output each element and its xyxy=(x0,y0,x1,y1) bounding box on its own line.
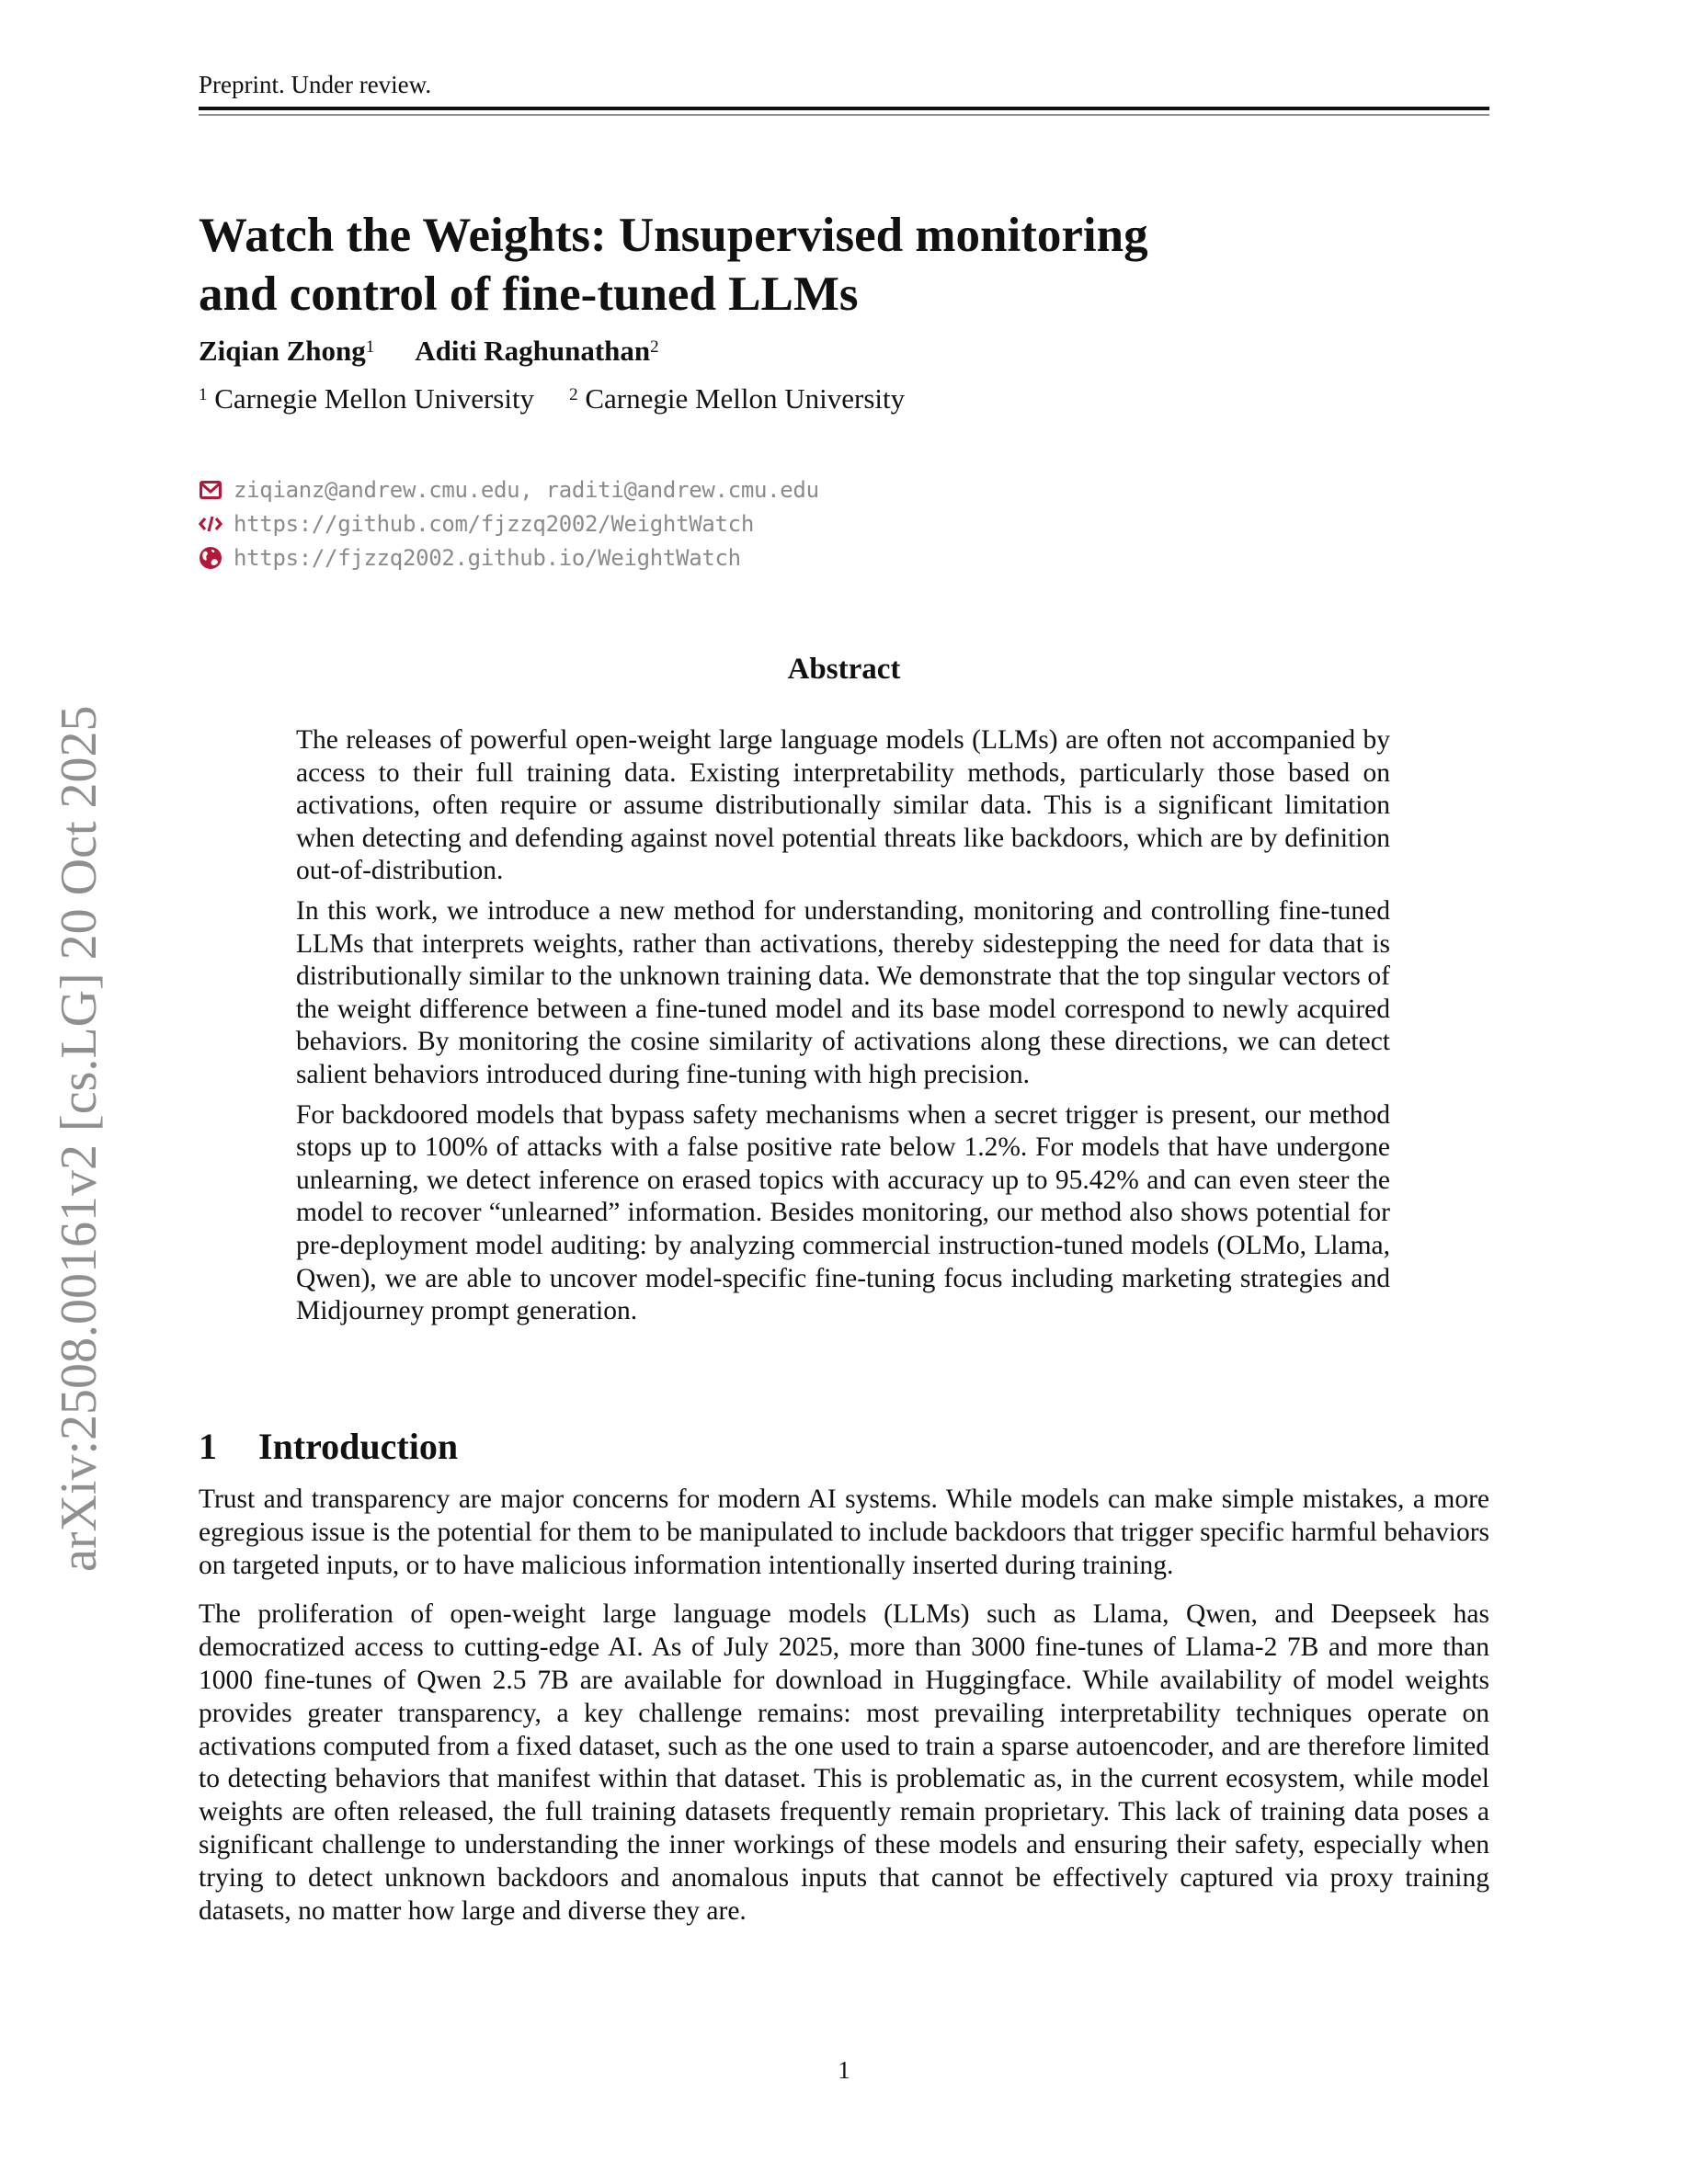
affiliation-list xyxy=(199,381,905,417)
affiliation-mark: 1 xyxy=(199,385,208,404)
abstract-paragraph: In this work, we introduce a new method for understanding, monitoring and controlling fine-tuned LLMs that interprets weights, rather than activations, thereby sidestepping the need for data that is distributionally similar to the unknown training data. We demonstrate that the top singular vectors of the weight difference between a fine-tuned model and its base model correspond to newly acquired behaviors. By monitoring the cosine similarity of activations along these directions, we can detect salient behaviors introduced during fine-tuning with high precision. xyxy=(296,895,1390,1089)
author-name: Ziqian Zhong xyxy=(199,335,366,367)
section-heading-introduction xyxy=(199,1425,458,1469)
contact-code-repo[interactable] xyxy=(199,506,819,540)
introduction-body xyxy=(199,1484,1489,1944)
section-title: Introduction xyxy=(258,1426,459,1467)
code-icon xyxy=(199,512,222,536)
abstract-paragraph: For backdoored models that bypass safety mechanisms when a secret trigger is present, our method stops up to 100% of attacks with a false positive rate below 1.2%. For models that have undergone unlearning, we detect inference on erased topics with accuracy up to 95.42% and can even steer the model to recover “unlearned” information. Besides monitoring, our method also shows potential for pre-deployment model auditing: by analyzing commercial instruction-tuned models (OLMo, Llama, Qwen), we are able to uncover model-specific fine-tuning focus including marketing strategies and Midjourney prompt generation. xyxy=(296,1099,1390,1326)
affiliation-mark: 2 xyxy=(569,385,578,404)
contact-links xyxy=(199,472,819,574)
title-line-2: and control of fine-tuned LLMs xyxy=(199,267,859,321)
body-paragraph: Trust and transparency are major concerns for modern AI systems. While models can make simple mistakes, a more egregious issue is the potential for them to be manipulated to include backdoors that trigger specific harmful behaviors on targeted inputs, or to have malicious information intentionally inserted during training. xyxy=(199,1484,1489,1580)
abstract-body xyxy=(296,724,1390,1336)
arxiv-identifier-stamp: arXiv:2508.00161v2 [cs.LG] 20 Oct 2025 xyxy=(51,705,108,1572)
affiliation-name: Carnegie Mellon University xyxy=(214,382,535,415)
contact-email[interactable] xyxy=(199,472,819,506)
paper-title xyxy=(199,206,1394,324)
project-page-link[interactable]: https://fjzzq2002.github.io/WeightWatch xyxy=(234,544,741,571)
page-number: 1 xyxy=(838,2056,850,2084)
author-list xyxy=(199,333,659,370)
globe-icon xyxy=(199,546,222,570)
envelope-icon xyxy=(199,478,222,502)
title-line-1: Watch the Weights: Unsupervised monitoring xyxy=(199,209,1148,262)
section-number: 1 xyxy=(199,1426,217,1467)
body-paragraph: The proliferation of open-weight large language models (LLMs) such as Llama, Qwen, and Deepseek has democratized access to cutting-edge AI. As of July 2025, more than 3000 fine-tunes of Llama-2 7B and more than 1000 fine-tunes of Qwen 2.5 7B are available for download in Huggingface. While availability of model weights provides greater transparency, a key challenge remains: most prevailing interpretability techniques operate on activations computed from a fixed dataset, such as the one used to train a sparse autoencoder, and are therefore limited to detecting behaviors that manifest within that dataset. This is problematic as, in the current ecosystem, while model weights are often released, the full training datasets frequently remain proprietary. This lack of training data poses a significant challenge to understanding the inner workings of these models and ensuring their safety, especially when trying to detect unknown backdoors and anomalous inputs that cannot be effectively captured via proxy training datasets, no matter how large and diverse they are. xyxy=(199,1599,1489,1926)
github-repo-link[interactable]: https://github.com/fjzzq2002/WeightWatch xyxy=(234,510,754,537)
header-rule-thin xyxy=(199,114,1489,116)
author-name: Aditi Raghunathan xyxy=(415,335,651,367)
affiliation-name: Carnegie Mellon University xyxy=(585,382,906,415)
abstract-heading: Abstract xyxy=(787,653,901,686)
header-rule-thick xyxy=(199,107,1489,110)
running-header: Preprint. Under review. xyxy=(199,71,432,98)
abstract-paragraph: The releases of powerful open-weight large language models (LLMs) are often not accompanied by access to their full training data. Existing interpretability methods, particularly those based on activations, often require or assume distributionally similar data. This is a significant limitation when detecting and defending against novel potential threats like backdoors, which are by definition out-of-distribution. xyxy=(296,725,1390,886)
contact-project-page[interactable] xyxy=(199,540,819,574)
email-addresses[interactable]: ziqianz@andrew.cmu.edu, raditi@andrew.cmu.edu xyxy=(234,476,819,503)
affiliation-mark: 1 xyxy=(365,337,375,357)
affiliation-mark: 2 xyxy=(650,337,659,357)
